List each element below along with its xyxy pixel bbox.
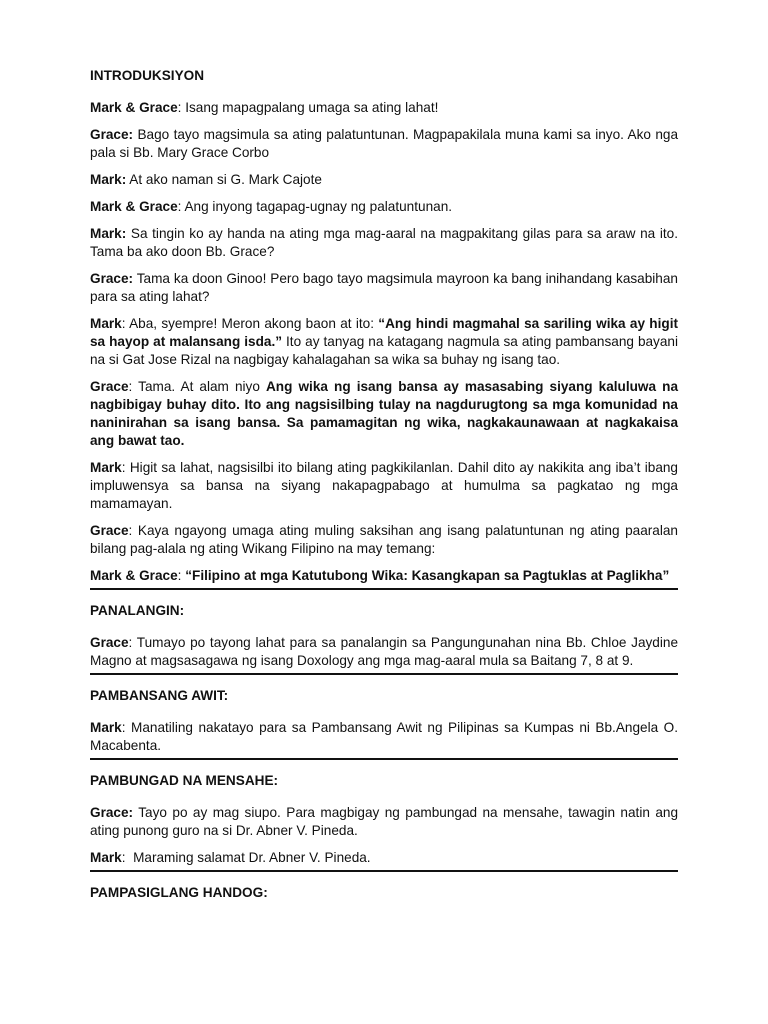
script-line [90,225,678,261]
speaker-label: Grace: [90,805,134,820]
script-line: Mark: Maraming salamat Dr. Abner V. Pineda. [90,850,371,865]
section-heading-pambansang-awit: PAMBANSANG AWIT: [90,688,229,703]
script-line: Mark & Grace: “Filipino at mga Katutubong Wika: Kasangkapan sa Pagtuklas at Paglikha” [90,568,670,583]
line-text: At ako naman si G. Mark Cajote [129,172,322,187]
speaker-label: Mark & Grace [90,199,178,214]
speaker-label: Mark [90,720,122,735]
script-line: Grace: Tama. At alam niyo Ang wika ng isang bansa ay masasabing siyang kaluluwa na nagbibigay buhay dito. Ito ang nagsisilbing tulay na nagdurugtong sa mga komunidad na naninirahan sa isang bansa. Sa pamamagitan ng wika, nagkakaunawaan at nagkakaisa ang bawat tao. [90,379,679,448]
speaker-label: Grace: [90,271,134,286]
section-heading-panalangin: PANALANGIN: [90,603,185,618]
rizal-quote: “Ang hindi magmahal sa sariling wika ay higit sa hayop at malansang isda.” [90,316,678,349]
speaker-label: Grace: [90,127,134,142]
line-text: Higit sa lahat, nagsisilbi ito bilang ating pagkikilanlan. Dahil dito ay nakikita ang iba’t ibang impluwensya sa bansa na siyang nakapagpabago at humulma sa pagkatao ng mga mamamayan. [90,460,678,511]
script-line: Mark: Manatiling nakatayo para sa Pambansang Awit ng Pilipinas sa Kumpas ni Bb.Angela O. Macabenta. [90,720,678,753]
line-text: Tama ka doon Ginoo! Pero bago tayo magsimula mayroon ka bang inihandang kasabihan para sa ating lahat? [90,271,678,304]
section-heading-pampasiglang-handog: PAMPASIGLANG HANDOG: [90,885,268,900]
section-divider [90,673,678,675]
line-text: Bago tayo magsimula sa ating palatuntunan. Magpapakilala muna kami sa inyo. Ako nga pala si Bb. Mary Grace Corbo [90,127,678,160]
line-text: Isang mapagpalang umaga sa ating lahat! [185,100,439,115]
script-line [90,804,678,840]
script-line: Mark & Grace: Isang mapagpalang umaga sa ating lahat! [90,100,439,115]
speaker-label: Mark: [90,226,127,241]
emphasis-text: Ang wika ng isang bansa ay masasabing siyang kaluluwa na nagbibigay buhay dito. Ito ang nagsisilbing tulay na nagdurugtong sa mga komunidad na naninirahan sa isang bansa. Sa pamamagitan ng wika, nagkakaunawaan at nagkakaisa ang bawat tao. [90,379,679,448]
line-text: Ang inyong tagapag-ugnay ng palatuntunan. [184,199,453,214]
section-heading-pambungad-na-mensahe: PAMBUNGAD NA MENSAHE: [90,773,279,788]
speaker-label: Mark [90,316,122,331]
speaker-label: Mark & Grace [90,100,178,115]
script-line: Mark & Grace: Ang inyong tagapag-ugnay ng palatuntunan. [90,199,453,214]
line-text: Maraming salamat Dr. Abner V. Pineda. [133,850,371,865]
speaker-label: Mark: [90,172,127,187]
speaker-label: Mark & Grace [90,568,178,583]
script-line: Grace: Kaya ngayong umaga ating muling saksihan ang isang palatuntunan ng ating paaralan bilang pag-alala ng ating Wikang Filipino na may temang: [90,523,678,556]
line-text: Sa tingin ko ay handa na ating mga mag-aaral na magpakitang gilas para sa araw na ito. Tama ba ako doon Bb. Grace? [90,226,679,259]
speaker-label: Mark [90,850,122,865]
script-line [90,270,678,306]
speaker-label: Mark [90,460,122,475]
line-text: Kaya ngayong umaga ating muling saksihan ang isang palatuntunan ng ating paaralan bilang pag-alala ng ating Wikang Filipino na may temang: [90,523,678,556]
theme-text: “Filipino at mga Katutubong Wika: Kasangkapan sa Pagtuklas at Paglikha” [185,568,670,583]
line-text: Aba, syempre! Meron akong baon at ito: [129,316,379,331]
script-line: Mark: Aba, syempre! Meron akong baon at ito: “Ang hindi magmahal sa sariling wika ay higit sa hayop at malansang isda.” Ito ay tanyag na katagang nagmula sa ating pambansang bayani na si Gat Jose Rizal na nagbigay kahalagahan sa wika sa buhay ng isang tao. [90,316,678,367]
line-text: Tumayo po tayong lahat para sa panalangin sa Pangungunahan nina Bb. Chloe Jaydine Magno at magsasagawa ng isang Doxology ang mga mag-aaral mula sa Baitang 7, 8 at 9. [90,635,679,668]
speaker-label: Grace [90,523,129,538]
script-line: Mark: Higit sa lahat, nagsisilbi ito bilang ating pagkikilanlan. Dahil dito ay nakikita ang iba’t ibang impluwensya sa bansa na siyang nakapagpabago at humulma sa pagkatao ng mga mamamayan. [90,460,678,511]
section-divider [90,758,678,760]
section-divider [90,588,678,590]
script-line [90,171,678,189]
speaker-label: Grace [90,379,129,394]
speaker-label: Grace [90,635,129,650]
line-text: Tama. At alam niyo [138,379,266,394]
section-heading-introduksiyon: INTRODUKSIYON [90,68,205,83]
script-line: Grace: Tumayo po tayong lahat para sa panalangin sa Pangungunahan nina Bb. Chloe Jaydine Magno at magsasagawa ng isang Doxology ang mga mag-aaral mula sa Baitang 7, 8 at 9. [90,635,679,668]
line-text: Tayo po ay mag siupo. Para magbigay ng pambungad na mensahe, tawagin natin ang ating punong guro na si Dr. Abner V. Pineda. [90,805,678,838]
line-text: Manatiling nakatayo para sa Pambansang Awit ng Pilipinas sa Kumpas ni Bb.Angela O. Macabenta. [90,720,678,753]
section-divider [90,870,678,872]
document-page [90,67,678,916]
line-text: Ito ay tanyag na katagang nagmula sa ating pambansang bayani na si Gat Jose Rizal na nagbigay kahalagahan sa wika sa buhay ng isang tao. [90,334,678,367]
script-line [90,126,678,162]
